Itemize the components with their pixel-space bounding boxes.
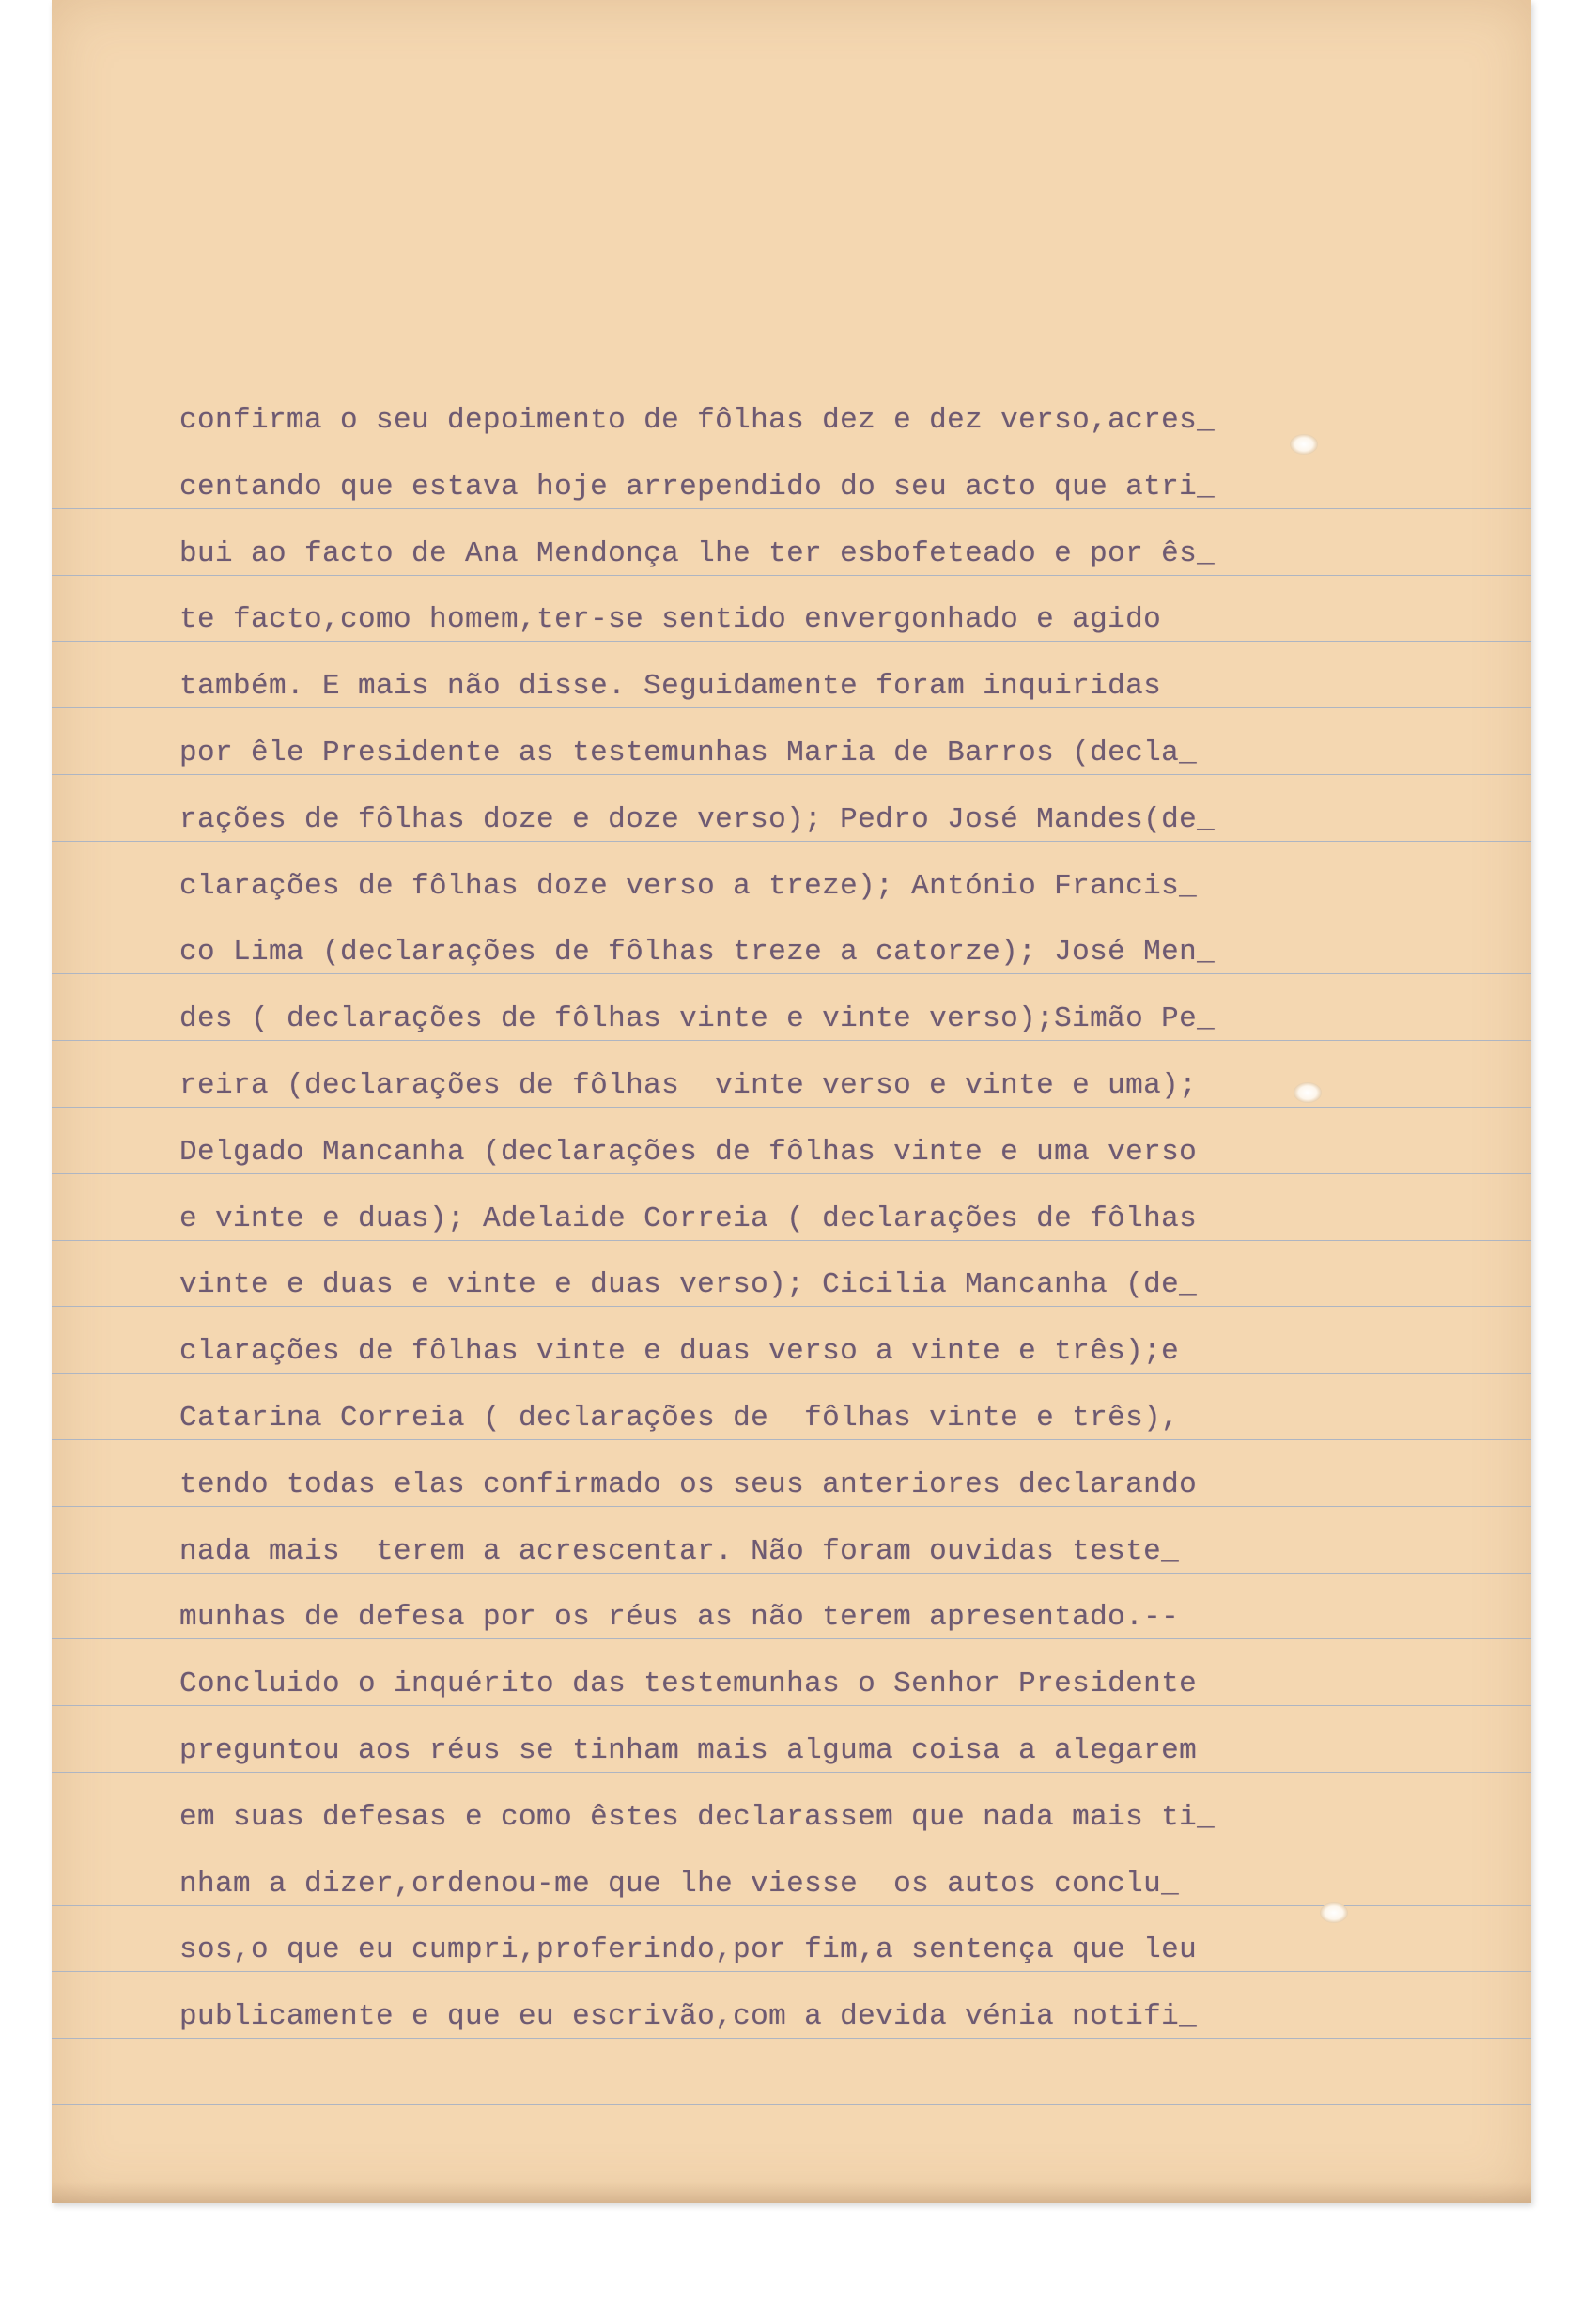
ruled-line (52, 508, 1531, 509)
text-line: publicamente e que eu escrivão,com a devida vénia notifi_ (179, 2000, 1198, 2033)
text-line: vinte e duas e vinte e duas verso); Cicilia Mancanha (de_ (179, 1268, 1198, 1301)
ruled-line (52, 575, 1531, 576)
text-line: co Lima (declarações de fôlhas treze a catorze); José Men_ (179, 936, 1216, 969)
ruled-line (52, 2038, 1531, 2039)
text-line: por êle Presidente as testemunhas Maria de Barros (decla_ (179, 737, 1198, 769)
text-line: rações de fôlhas doze e doze verso); Pedro José Mandes(de_ (179, 803, 1216, 836)
ruled-line (52, 1040, 1531, 1041)
text-line: e vinte e duas); Adelaide Correia ( declarações de fôlhas (179, 1203, 1198, 1235)
text-line: munhas de defesa por os réus as não terem apresentado.-- (179, 1601, 1180, 1634)
text-line: nada mais terem a acrescentar. Não foram ouvidas teste_ (179, 1535, 1180, 1568)
ruled-line (52, 774, 1531, 775)
ruled-line (52, 1373, 1531, 1374)
ruled-line (52, 1306, 1531, 1307)
ruled-line (52, 1772, 1531, 1773)
text-line: preguntou aos réus se tinham mais alguma coisa a alegarem (179, 1734, 1198, 1767)
text-line: bui ao facto de Ana Mendonça lhe ter esbofeteado e por ês_ (179, 537, 1216, 570)
ruled-line (52, 1971, 1531, 1972)
ruled-line (52, 1506, 1531, 1507)
ruled-line (52, 1173, 1531, 1174)
text-line: clarações de fôlhas doze verso a treze); António Francis_ (179, 870, 1198, 903)
punch-hole-bottom (1320, 1902, 1348, 1923)
ruled-line (52, 1107, 1531, 1108)
typewritten-page (52, 0, 1531, 2203)
text-line: clarações de fôlhas vinte e duas verso a vinte e três);e (179, 1335, 1180, 1368)
ruled-line (52, 973, 1531, 974)
ruled-line (52, 2104, 1531, 2105)
text-line: confirma o seu depoimento de fôlhas dez e dez verso,acres_ (179, 404, 1216, 437)
ruled-line (52, 1439, 1531, 1440)
text-line: te facto,como homem,ter-se sentido envergonhado e agido (179, 603, 1162, 636)
ruled-line (52, 1573, 1531, 1574)
text-line: em suas defesas e como êstes declarassem que nada mais ti_ (179, 1801, 1216, 1834)
ruled-line (52, 1240, 1531, 1241)
text-line: sos,o que eu cumpri,proferindo,por fim,a sentença que leu (179, 1933, 1198, 1966)
text-line: tendo todas elas confirmado os seus anteriores declarando (179, 1468, 1198, 1501)
ruled-line (52, 1705, 1531, 1706)
text-line: Delgado Mancanha (declarações de fôlhas vinte e uma verso (179, 1136, 1198, 1169)
ruled-line (52, 1905, 1531, 1906)
ruled-line (52, 707, 1531, 708)
ruled-line (52, 1638, 1531, 1639)
text-line: Catarina Correia ( declarações de fôlhas vinte e três), (179, 1402, 1180, 1435)
ruled-line (52, 841, 1531, 842)
text-line: des ( declarações de fôlhas vinte e vinte verso);Simão Pe_ (179, 1002, 1216, 1035)
text-line: Concluido o inquérito das testemunhas o Senhor Presidente (179, 1668, 1198, 1700)
text-line: nham a dizer,ordenou-me que lhe viesse os autos conclu_ (179, 1868, 1180, 1901)
text-line: reira (declarações de fôlhas vinte verso e vinte e uma); (179, 1069, 1198, 1102)
ruled-line (52, 641, 1531, 642)
text-line: também. E mais não disse. Seguidamente foram inquiridas (179, 670, 1162, 703)
text-line: centando que estava hoje arrependido do seu acto que atri_ (179, 471, 1216, 504)
